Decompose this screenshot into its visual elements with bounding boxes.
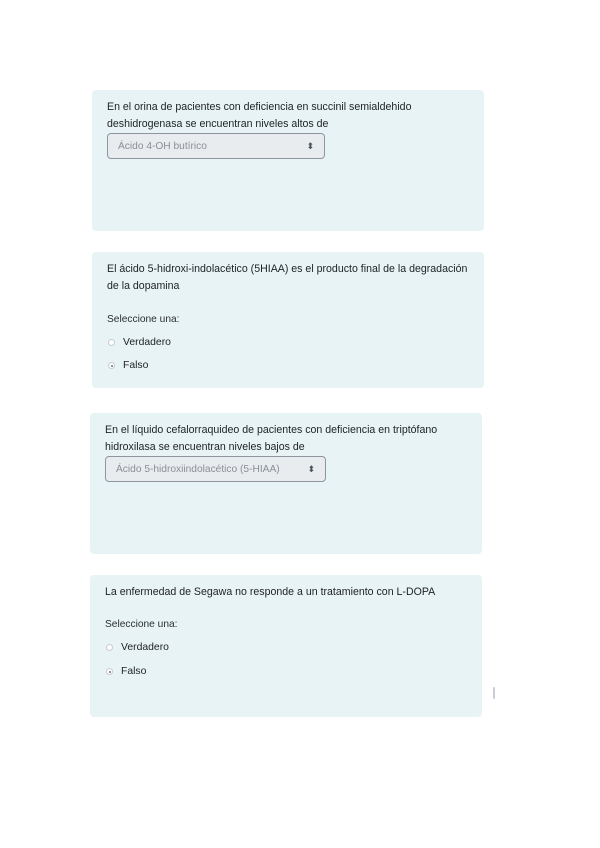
answer-select-value: Ácido 4-OH butírico — [118, 140, 207, 152]
option-verdadero[interactable] — [108, 337, 171, 348]
select-caret-icon: ⬍ — [307, 463, 315, 474]
select-prompt: Seleccione una: — [107, 314, 180, 325]
radio-button[interactable] — [106, 644, 113, 651]
option-label: Verdadero — [123, 337, 171, 348]
option-label: Falso — [123, 360, 149, 371]
question-card-4 — [90, 575, 482, 717]
question-card-1 — [92, 90, 484, 231]
answer-select-value: Ácido 5-hidroxiindolacético (5-HIAA) — [116, 463, 280, 475]
select-prompt: Seleccione una: — [105, 619, 178, 630]
question-card-2 — [92, 252, 484, 388]
scroll-edge-mark — [493, 687, 495, 699]
question-card-3 — [90, 413, 482, 554]
question-text: El ácido 5-hidroxi-indolacético (5HIAA) es el producto final de la degradación de la dopamina — [107, 263, 468, 292]
option-label: Verdadero — [121, 642, 169, 653]
answer-select[interactable] — [105, 456, 326, 482]
question-text: En el orina de pacientes con deficiencia en succinil semialdehido deshidrogenasa se encuentran niveles altos de — [107, 101, 412, 130]
option-label: Falso — [121, 666, 147, 677]
option-falso[interactable] — [106, 666, 146, 677]
radio-button[interactable] — [108, 339, 115, 346]
option-verdadero[interactable] — [106, 642, 169, 653]
question-text: En el líquido cefalorraquideo de pacientes con deficiencia en triptófano hidroxilasa se encuentran niveles bajos de — [105, 424, 438, 453]
question-text: La enfermedad de Segawa no responde a un tratamiento con L-DOPA — [105, 586, 436, 598]
select-caret-icon: ⬍ — [306, 140, 314, 151]
option-falso[interactable] — [108, 360, 148, 371]
radio-button-checked[interactable] — [106, 668, 113, 675]
radio-button-checked[interactable] — [108, 362, 115, 369]
answer-select[interactable] — [107, 133, 325, 159]
